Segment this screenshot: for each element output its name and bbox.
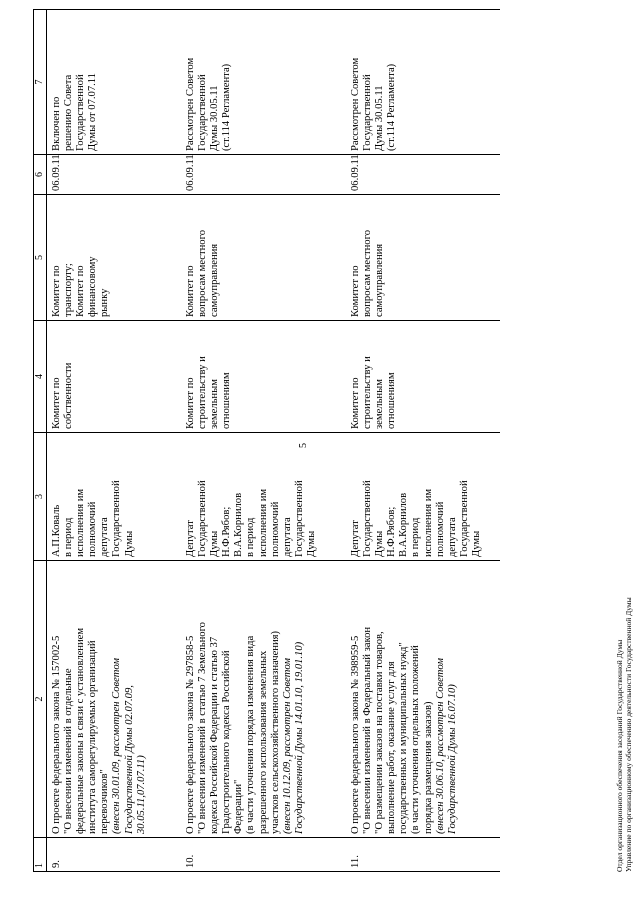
bill-note-line: 30.05.11,07.07.11) [135,755,147,834]
bill-note-line: Государственной Думы 02.07.09, [123,685,135,834]
bill-title [346,561,500,838]
bill-title-line: "О внесении изменений в статью 7 Земельного [197,622,209,834]
bill-title-line: О проекте федерального закона № 398959-5 [350,635,361,834]
bill-author-line: В.А.Корнилов [398,492,410,557]
responsible-committee [346,321,500,433]
responsible-committee-line: отношениям [221,372,233,429]
bill-status-line: (ст.114 Регламента) [386,63,398,151]
bill-title-line: федеральные законы в связи с установлением [75,627,87,834]
responsible-committee-line: строительству и [362,356,374,429]
table-row [181,10,346,872]
bill-status-line: Думы от 07.07.11 [87,73,99,151]
bill-title-line: участков сельскохозяйственного назначения) [269,630,281,834]
bill-status-line: Государственной [197,74,209,151]
bill-author-line: депутата [281,517,293,557]
bill-status [181,10,346,155]
bill-title-line: (в части уточнения отдельных положений [410,645,422,834]
bill-author-line: полномочий [87,501,99,557]
bill-author [346,433,500,561]
bill-title [181,561,346,838]
bill-title-line: выполнение работ, оказание услуг для [386,661,398,834]
bill-author-line: исполнения им [75,488,87,557]
bill-status-line: Рассмотрен Советом [185,57,196,151]
bill-author-line: Государственной [293,480,305,557]
bill-author-line: Государственной [362,480,374,557]
co-executor-committees-line: самоуправления [374,243,386,317]
bill-title-line: "О размещении заказов на поставки товаров, [374,631,386,834]
bill-status [346,10,500,155]
bill-author-line: исполнения им [257,488,269,557]
co-executor-committees-line: Комитет по [350,265,361,317]
co-executor-committees-line: рынку [99,288,111,317]
bill-author-line: исполнения им [422,488,434,557]
bill-status-line: решению Совета [63,74,75,151]
bill-note-line: Государственной Думы 14.01.10, 19.01.10) [293,641,305,834]
bill-title-line: порядка размещения заказов) [422,701,434,834]
table-body [47,10,501,872]
bill-author-line: полномочий [434,501,446,557]
responsible-committee-line: Комитет по [185,377,196,429]
responsible-committee-line: Комитет по [51,377,62,429]
bill-title-line: "О внесении изменений в Федеральный закон [362,626,374,834]
bill-title-line: О проекте федерального закона № 297858-5 [185,635,196,834]
co-executor-committees-line: транспорту; [63,263,75,317]
bill-author-line: Н.Ф.Рябов; [221,506,233,557]
bill-author-line: Государственной [197,480,209,557]
col-header-5: 5 [34,195,47,321]
bill-status-line: Рассмотрен Советом [350,57,361,151]
responsible-committee-line: строительству и [197,356,209,429]
footer-line-2: Управление по организационному обеспечению деятельности Государственной Думы [624,597,633,872]
responsible-committee-line: земельным [374,379,386,429]
co-executor-committees-line: Комитет по [75,265,87,317]
bill-author-line: Думы [209,530,221,557]
bill-status-line: Государственной [362,74,374,151]
responsible-committee-line: Комитет по [350,377,361,429]
bill-status [47,10,182,155]
co-executor-committees [346,195,500,321]
responsible-committee-line: отношениям [386,372,398,429]
bill-author-line: Думы [305,530,317,557]
bill-author-line: А.П.Коваль [51,504,62,557]
responsible-committee-line: собственности [63,362,75,429]
bill-author-line: Государственной [111,480,123,557]
co-executor-committees-line: Комитет по [185,265,196,317]
bill-status-line: Думы 30.05.11 [374,85,386,151]
responsible-committee [47,321,182,433]
bill-author-line: в период [410,517,422,557]
header-row [34,10,47,872]
col-header-1: 1 [34,838,47,872]
row-number: 9. [47,838,182,872]
bill-author [181,433,346,561]
table-row [47,10,182,872]
bill-author [47,433,182,561]
bill-note-line: (внесен 30.06.10, рассмотрен Советом [434,658,446,834]
bill-title-line: перевозчиков" [99,769,111,834]
co-executor-committees-line: вопросам местного [197,230,209,317]
co-executor-committees-line: вопросам местного [362,230,374,317]
col-header-6: 6 [34,155,47,195]
row-number: 11. [346,838,500,872]
table-row [346,10,500,872]
bill-author-line: полномочий [269,501,281,557]
bill-title-line: института саморегулируемых организаций [87,640,99,834]
bill-status-line: Включен по [51,96,62,151]
bill-title-line: кодекса Российской Федерации и статью 37 [209,636,221,834]
footer [615,597,633,872]
bill-title-line: разрешенного использования земельных [257,650,269,834]
bill-author-line: депутата [446,517,458,557]
bill-status-line: (ст.114 Регламента) [221,63,233,151]
bill-note-line: (внесен 10.12.09, рассмотрен Советом [281,658,293,834]
review-date: 06.09.11 [181,155,346,195]
bill-title-line: О проекте федерального закона № 157002-5 [51,635,62,834]
col-header-7: 7 [34,10,47,155]
co-executor-committees-line: финансовому [87,256,99,317]
co-executor-committees [181,195,346,321]
bill-title-line: "О внесении изменений в отдельные [63,668,75,834]
review-date: 06.09.11 [346,155,500,195]
bill-title-line: государственных и муниципальных нужд" [398,642,410,834]
bill-author-line: Депутат [185,520,196,557]
co-executor-committees-line: самоуправления [209,243,221,317]
bill-author-line: депутата [99,517,111,557]
bill-note-line: (внесен 30.01.09, рассмотрен Советом [111,658,123,834]
col-header-2: 2 [34,561,47,838]
co-executor-committees-line: Комитет по [51,265,62,317]
bill-title-line: (в части уточнения порядка изменения вида [245,635,257,834]
bill-author-line: В.А.Корнилов [233,492,245,557]
col-header-4: 4 [34,321,47,433]
responsible-committee [181,321,346,433]
bill-author-line: Думы [123,530,135,557]
bills-table [33,9,500,872]
bill-author-line: в период [63,517,75,557]
bill-author-line: Государственной [458,480,470,557]
bill-title-line: Федерации" [233,779,245,834]
bill-status-line: Государственной [75,74,87,151]
footer-line-1: Отдел организационного обеспечения заседаний Государственной Думы [615,639,624,872]
bill-author-line: в период [245,517,257,557]
col-header-3: 3 [34,433,47,561]
bill-author-line: Думы [470,530,482,557]
review-date: 06.09.11 [47,155,182,195]
co-executor-committees [47,195,182,321]
bill-author-line: Думы [374,530,386,557]
bill-status-line: Думы 30.05.11 [209,85,221,151]
responsible-committee-line: земельным [209,379,221,429]
bill-title-line: Градостроительного кодекса Российской [221,650,233,834]
row-number: 10. [181,838,346,872]
page-number: 5 [298,443,309,448]
bill-title [47,561,182,838]
bill-author-line: Н.Ф.Рябов; [386,506,398,557]
bill-note-line: Государственной Думы 16.07.10) [446,684,458,834]
bill-author-line: Депутат [350,520,361,557]
rotated-page [33,10,633,872]
